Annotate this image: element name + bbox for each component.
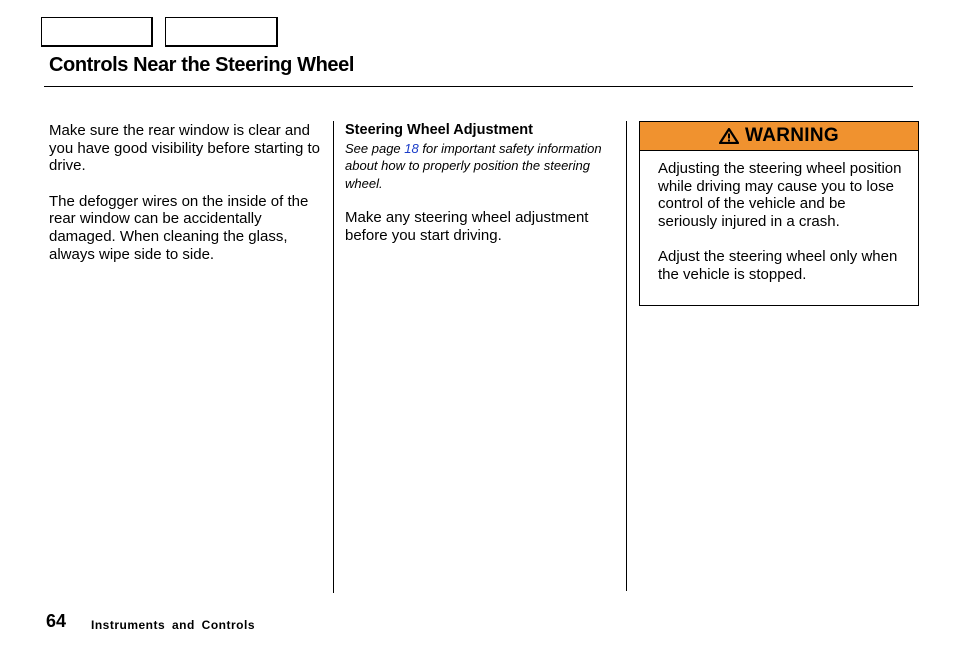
warning-header [640, 122, 918, 151]
section-name: Instruments and Controls [91, 618, 256, 632]
column-divider [333, 121, 334, 593]
defogger-paragraph: The defogger wires on the inside of the rear window can be accidentally damaged. When cleaning the glass, always wipe side to side. [49, 192, 309, 263]
column-divider [626, 121, 627, 591]
page-title: Controls Near the Steering Wheel [49, 54, 355, 76]
safety-note-suffix: for important safety information about how to properly position the steering wheel. [345, 140, 602, 191]
warning-body [640, 151, 918, 284]
warning-triangle-icon [719, 128, 739, 144]
section-heading: Steering Wheel Adjustment [345, 122, 533, 138]
page-18-link[interactable]: 18 [404, 140, 419, 156]
left-column [49, 122, 324, 263]
warning-box [639, 121, 919, 306]
safety-note [345, 140, 620, 193]
rear-window-paragraph: Make sure the rear window is clear and you have good visibility before starting to drive. [49, 122, 320, 175]
middle-column [345, 122, 620, 244]
adjustment-paragraph: Make any steering wheel adjustment before you start driving. [345, 209, 589, 244]
title-divider [44, 86, 913, 87]
nav-button-previous[interactable] [41, 17, 153, 47]
warning-paragraph: Adjusting the steering wheel position while driving may cause you to lose control of the vehicle and be seriously injured in a crash. [658, 160, 902, 230]
warning-title: WARNING [745, 125, 839, 146]
safety-note-prefix: See page [345, 140, 405, 156]
page-number: 64 [46, 611, 67, 631]
warning-paragraph: Adjust the steering wheel only when the vehicle is stopped. [658, 248, 898, 283]
nav-button-next[interactable] [165, 17, 278, 47]
